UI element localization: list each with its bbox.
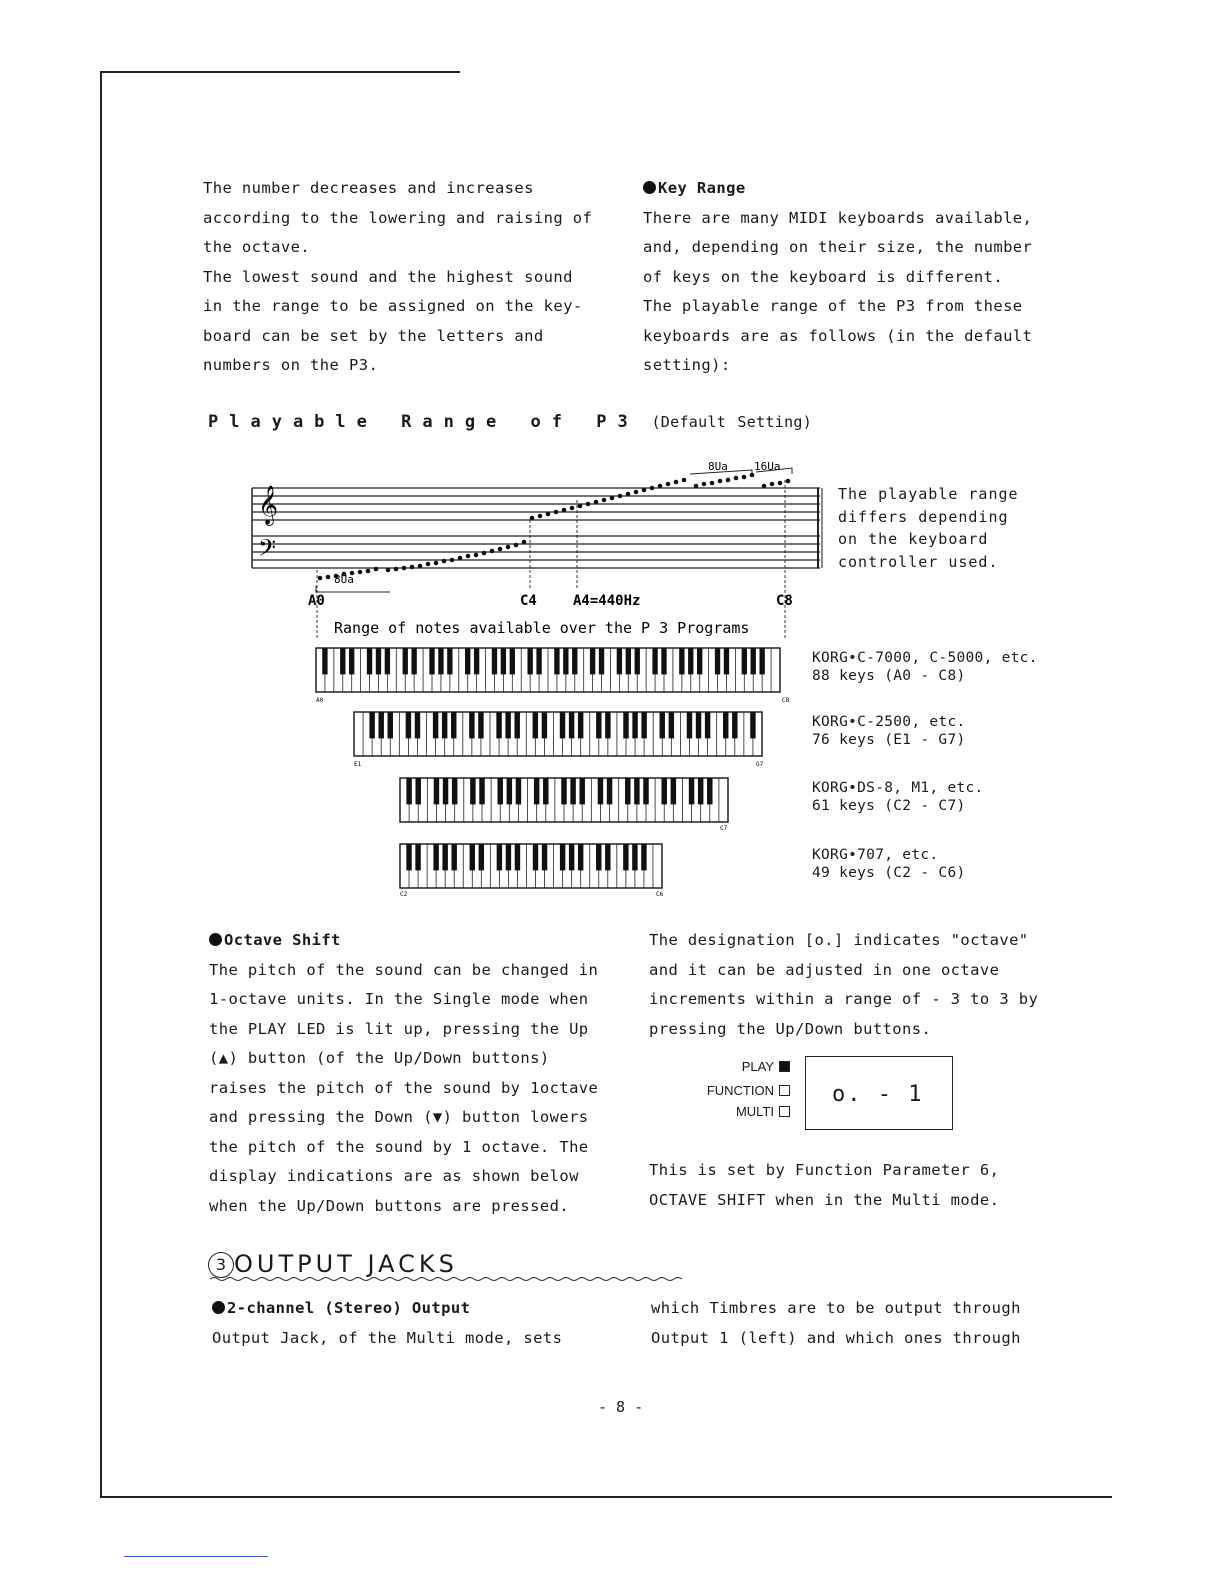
keyboard-61 (400, 778, 728, 822)
black-key (492, 648, 497, 674)
black-key (605, 712, 610, 738)
bullet-icon (209, 933, 222, 946)
keyboard-keys: 76 keys (E1 - G7) (812, 732, 966, 748)
bottom-rule (100, 1496, 1112, 1498)
led-off-icon (779, 1085, 790, 1096)
black-key (598, 778, 603, 804)
text-line: setting): (643, 356, 731, 374)
text-line: of keys on the keyboard is different. (643, 267, 1004, 286)
black-key (632, 844, 637, 870)
text-line: The playable range (838, 485, 1019, 503)
title-underline (210, 1276, 686, 1282)
black-key (698, 778, 703, 804)
black-key (560, 844, 565, 870)
black-key (447, 648, 452, 674)
note-label-a0: A0 (308, 593, 325, 609)
black-key (632, 712, 637, 738)
black-key (705, 712, 710, 738)
led-off-icon (779, 1106, 790, 1117)
black-key (569, 844, 574, 870)
note-label-a4: A4=440Hz (573, 593, 641, 609)
black-key (605, 844, 610, 870)
black-key (434, 778, 439, 804)
text-line: keyboards are as follows (in the default (643, 326, 1033, 345)
black-key (369, 712, 374, 738)
black-key (732, 712, 737, 738)
kb-note-right: C6 (656, 891, 664, 898)
text-line: when the Up/Down buttons are pressed. (209, 1196, 570, 1215)
black-key (554, 648, 559, 674)
black-key (578, 712, 583, 738)
designation-section (649, 926, 1038, 1044)
led-play: PLAY (680, 1059, 790, 1074)
keyboard-keys: 49 keys (C2 - C6) (812, 865, 966, 881)
black-key (470, 844, 475, 870)
black-key (759, 648, 764, 674)
led-multi: MULTI (680, 1104, 790, 1119)
black-key (406, 778, 411, 804)
text-line: This is set by Function Parameter 6, (649, 1161, 1000, 1179)
black-key (497, 778, 502, 804)
black-key (442, 844, 447, 870)
black-key (569, 712, 574, 738)
keyboard-models: KORG•707, etc. (812, 847, 939, 863)
kb-note-left: C2 (400, 891, 408, 898)
black-key (697, 648, 702, 674)
output-jacks-title: 3 OUTPUT JACKS (208, 1250, 458, 1278)
black-key (724, 648, 729, 674)
kb-note-right: C7 (720, 825, 728, 832)
black-key (634, 778, 639, 804)
black-key (515, 844, 520, 870)
key-range-heading: Key Range (643, 174, 1032, 204)
black-key (533, 712, 538, 738)
black-key (514, 712, 519, 738)
black-key (560, 712, 565, 738)
black-key (578, 844, 583, 870)
black-key (527, 648, 532, 674)
black-key (478, 712, 483, 738)
black-key (474, 648, 479, 674)
keyboard-label-61 (812, 779, 984, 815)
black-key (433, 712, 438, 738)
black-key (652, 648, 657, 674)
black-key (536, 648, 541, 674)
bass-staff (252, 536, 820, 568)
black-key (367, 648, 372, 674)
black-key (469, 712, 474, 738)
page-number: - 8 - (598, 1398, 644, 1416)
text-line: the octave. (203, 238, 311, 256)
black-key (679, 648, 684, 674)
led-on-icon (779, 1061, 790, 1072)
intro-paragraph (203, 174, 592, 381)
octave-shift-heading: Octave Shift (209, 926, 598, 956)
black-key (643, 778, 648, 804)
lcd-readout: o. - 1 (832, 1082, 924, 1107)
black-key (623, 712, 628, 738)
stereo-output-section (212, 1294, 562, 1353)
playable-range-note (838, 483, 1019, 573)
text-line: (▲) button (of the Up/Down buttons) (209, 1049, 550, 1067)
black-key (542, 844, 547, 870)
text-line: 1-octave units. In the Single mode when (209, 990, 589, 1008)
keyboard-88 (316, 648, 780, 692)
black-key (623, 844, 628, 870)
text-line: There are many MIDI keyboards available, (643, 208, 1033, 227)
text-line: in the range to be assigned on the key- (203, 297, 583, 315)
text-line: Output 1 (left) and which ones through (651, 1328, 1021, 1347)
black-key (696, 712, 701, 738)
text-line: The designation [o.] indicates "octave" (649, 931, 1029, 949)
keyboard-label-49 (812, 846, 966, 882)
black-key (742, 648, 747, 674)
bass-clef-icon: 𝄢 (258, 534, 277, 567)
text-line: raises the pitch of the sound by 1octave (209, 1078, 599, 1097)
text-line: The pitch of the sound can be changed in (209, 960, 599, 979)
black-key (542, 712, 547, 738)
black-key (635, 648, 640, 674)
black-key (507, 778, 512, 804)
black-key (660, 712, 665, 738)
black-key (707, 778, 712, 804)
black-key (433, 844, 438, 870)
text-line: the pitch of the sound by 1 octave. The (209, 1137, 589, 1156)
treble-staff (252, 488, 820, 520)
footer-rule (124, 1556, 268, 1557)
stereo-output-heading: 2-channel (Stereo) Output (212, 1294, 562, 1324)
text-line: and pressing the Down (▼) button lowers (209, 1108, 589, 1126)
text-line: and, depending on their size, the number (643, 238, 1033, 256)
stereo-output-continued (651, 1294, 1021, 1353)
section-number-badge: 3 (208, 1252, 234, 1278)
text-line: differs depending (838, 507, 1009, 526)
note-label-c8: C8 (776, 593, 793, 609)
black-key (501, 648, 506, 674)
text-line: the PLAY LED is lit up, pressing the Up (209, 1019, 589, 1038)
black-key (322, 648, 327, 674)
text-line: board can be set by the letters and (203, 326, 544, 345)
black-key (625, 778, 630, 804)
black-key (506, 844, 511, 870)
black-key (378, 712, 383, 738)
black-key (533, 844, 538, 870)
black-key (723, 712, 728, 738)
black-key (505, 712, 510, 738)
kb-note-left: E1 (354, 761, 362, 768)
keyboard-76 (354, 712, 762, 756)
keyboard-label-76 (812, 713, 966, 749)
black-key (687, 712, 692, 738)
keyboard-keys: 61 keys (C2 - C7) (812, 798, 966, 814)
black-key (411, 648, 416, 674)
kb-note-left: A0 (316, 697, 324, 704)
black-key (497, 844, 502, 870)
text-line: OCTAVE SHIFT when in the Multi mode. (649, 1190, 1000, 1209)
black-key (465, 648, 470, 674)
black-key (715, 648, 720, 674)
black-key (572, 648, 577, 674)
black-key (415, 712, 420, 738)
left-rule (100, 72, 102, 1498)
black-key (599, 648, 604, 674)
black-key (452, 778, 457, 804)
text-line: display indications are as shown below (209, 1167, 579, 1185)
black-key (510, 648, 515, 674)
keyboard-keys: 88 keys (A0 - C8) (812, 668, 966, 684)
keyboards-diagram (310, 644, 800, 904)
keyboard-models: KORG•DS-8, M1, etc. (812, 780, 984, 796)
black-key (470, 778, 475, 804)
black-key (385, 648, 390, 674)
black-key (689, 778, 694, 804)
text-line: and it can be adjusted in one octave (649, 960, 1000, 979)
black-key (669, 712, 674, 738)
black-key (429, 648, 434, 674)
keyboard-frame (400, 844, 662, 888)
text-line: Output Jack, of the Multi mode, sets (212, 1328, 563, 1347)
octave-mark: 8Ua (334, 573, 354, 586)
kb-note-right: C8 (782, 697, 790, 704)
led-function: FUNCTION (680, 1083, 790, 1098)
black-key (750, 712, 755, 738)
text-line: The number decreases and increases (203, 179, 534, 197)
treble-clef-icon: 𝄞 (258, 485, 279, 525)
black-key (451, 712, 456, 738)
black-key (376, 648, 381, 674)
black-key (479, 778, 484, 804)
black-key (661, 778, 666, 804)
black-key (349, 648, 354, 674)
octave-shift-section (209, 926, 598, 1221)
black-key (641, 712, 646, 738)
text-line: according to the lowering and raising of (203, 208, 593, 227)
playable-range-title: Playable Range of P3 (Default Setting) (208, 412, 813, 432)
black-key (607, 778, 612, 804)
staff-diagram (240, 450, 840, 640)
black-key (579, 778, 584, 804)
octave-brackets (316, 468, 792, 592)
black-key (534, 778, 539, 804)
black-key (626, 648, 631, 674)
black-key (496, 712, 501, 738)
black-key (561, 778, 566, 804)
black-key (596, 712, 601, 738)
key-range-section (643, 174, 1032, 381)
kb-note-right: G7 (756, 761, 764, 768)
black-key (596, 844, 601, 870)
function-parameter-note (649, 1156, 999, 1215)
black-key (617, 648, 622, 674)
bullet-icon (643, 181, 656, 194)
black-key (661, 648, 666, 674)
black-key (671, 778, 676, 804)
black-key (563, 648, 568, 674)
keyboard-models: KORG•C-2500, etc. (812, 714, 966, 730)
black-key (388, 712, 393, 738)
black-key (340, 648, 345, 674)
black-key (406, 712, 411, 738)
black-key (443, 778, 448, 804)
text-line: The lowest sound and the highest sound (203, 267, 573, 286)
black-key (451, 844, 456, 870)
black-key (438, 648, 443, 674)
black-key (442, 712, 447, 738)
text-line: The playable range of the P3 from these (643, 297, 1023, 315)
text-line: on the keyboard (838, 530, 989, 548)
black-key (641, 844, 646, 870)
range-caption: Range of notes available over the P 3 Programs (334, 619, 750, 637)
text-line: increments within a range of - 3 to 3 by (649, 990, 1039, 1008)
black-key (415, 778, 420, 804)
text-line: controller used. (838, 552, 999, 571)
text-line: which Timbres are to be output through (651, 1299, 1021, 1317)
keyboard-49 (400, 844, 662, 888)
bullet-icon (212, 1301, 225, 1314)
keyboard-models: KORG•C-7000, C-5000, etc. (812, 650, 1038, 666)
octave-mark: 16Ua (754, 460, 781, 473)
black-key (479, 844, 484, 870)
black-key (688, 648, 693, 674)
black-key (406, 844, 411, 870)
top-rule (100, 71, 460, 73)
text-line: pressing the Up/Down buttons. (649, 1019, 932, 1038)
note-dots (318, 473, 791, 581)
black-key (516, 778, 521, 804)
keyboard-label-88 (812, 649, 1038, 685)
black-key (415, 844, 420, 870)
octave-mark: 8Ua (708, 460, 728, 473)
note-label-c4: C4 (520, 593, 537, 609)
black-key (751, 648, 756, 674)
black-key (403, 648, 408, 674)
black-key (543, 778, 548, 804)
text-line: numbers on the P3. (203, 356, 379, 374)
black-key (590, 648, 595, 674)
black-key (570, 778, 575, 804)
